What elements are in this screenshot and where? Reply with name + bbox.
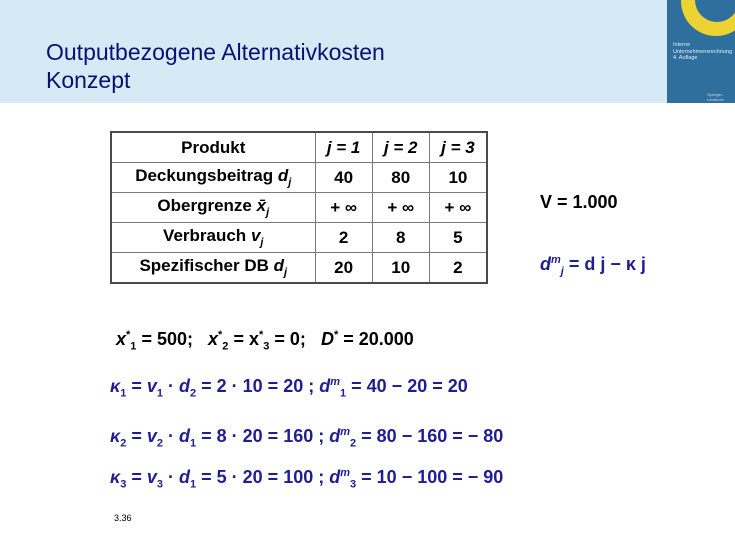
x1-sub: 1 xyxy=(130,340,137,353)
row-var: d xyxy=(273,256,285,276)
formula-d: d xyxy=(540,254,551,274)
kappa-calc: = 8 · 20 = 160 ; xyxy=(201,426,330,446)
cover-title xyxy=(673,42,732,62)
x23-value: = 0; xyxy=(274,329,306,349)
dm-sup: m xyxy=(340,467,351,479)
row-label-text: Spezifischer DB xyxy=(139,256,269,276)
dm-sub: 2 xyxy=(350,437,357,450)
kappa: κ xyxy=(110,376,121,396)
d-var: d xyxy=(179,467,190,487)
dot: · xyxy=(167,467,174,487)
header-cell-j1: j = 1 xyxy=(315,132,372,163)
dot: · xyxy=(167,426,174,446)
row-label xyxy=(111,223,315,253)
d-var: d xyxy=(179,376,190,396)
dot: · xyxy=(167,376,174,396)
page-number: 3.36 xyxy=(114,513,132,523)
d-sub: 2 xyxy=(190,387,197,400)
v-var: v xyxy=(146,426,157,446)
kappa-equation-2: $\kappa_2 = v_2 \cdot d_1 = 8 \cdot 20 = 160$ ; $d^m_2 = 80 - 160$ = − 80 xyxy=(110,426,504,450)
dm-var: d xyxy=(329,467,341,487)
dm-calc: = 40 − 20 = 20 xyxy=(351,376,468,396)
dm-sup: m xyxy=(340,426,351,438)
x2-var: x xyxy=(208,329,219,349)
header-cell-product: Produkt xyxy=(111,132,315,163)
row-var-sub: j xyxy=(266,206,270,219)
kappa-sub: 3 xyxy=(120,478,127,491)
d-total-var: D xyxy=(320,329,334,349)
table-cell: + ∞ xyxy=(315,193,372,223)
kappa-equation-3: $\kappa_3 = v_3 \cdot d_1 = 5 \cdot 20 = 100$ ; $d^m_3 = 10 - 100$ = − 90 xyxy=(110,467,504,491)
dm-sup: m xyxy=(330,376,340,388)
row-label xyxy=(111,163,315,193)
table-cell: + ∞ xyxy=(372,193,429,223)
table-row xyxy=(111,163,487,193)
formula-sup-m: m xyxy=(551,254,561,266)
book-cover-image xyxy=(667,0,735,103)
table-row xyxy=(111,253,487,284)
d-var: d xyxy=(179,426,190,446)
dm-calc: = 80 − 160 = − 80 xyxy=(361,426,504,446)
d-sub: 1 xyxy=(190,437,197,450)
kappa-equation-1: $\kappa_1 = v_1 \cdot d_2 = 2 \cdot 10 = 20$ ; $d^m_1 = 40 - 20 = 20$ xyxy=(110,376,468,400)
optimal-solution xyxy=(116,329,414,353)
table-cell: 40 xyxy=(315,163,372,193)
cover-publisher: Springer-Lehrbuch xyxy=(707,92,724,102)
table-cell: 2 xyxy=(315,223,372,253)
x1-var: x xyxy=(116,329,127,349)
row-label-text: Verbrauch xyxy=(163,226,247,246)
product-table xyxy=(110,131,488,284)
dm-sub: 1 xyxy=(340,387,347,400)
row-label xyxy=(111,253,315,284)
row-var-sub: j xyxy=(288,176,292,189)
v-var: v xyxy=(146,376,157,396)
v-sub: 3 xyxy=(156,478,163,491)
cover-edition: 4. Auflage xyxy=(673,55,698,61)
header-cell-j2: j = 2 xyxy=(372,132,429,163)
table-header-row xyxy=(111,132,487,163)
slide-title: Outputbezogene Alternativkosten Konzept xyxy=(46,39,385,93)
kappa-calc: = 2 · 10 = 20 ; xyxy=(201,376,320,396)
table-cell: 80 xyxy=(372,163,429,193)
d-total-value: = 20.000 xyxy=(343,329,414,349)
row-var: x̄ xyxy=(256,196,267,216)
table-cell: 10 xyxy=(429,163,487,193)
x1-value: = 500; xyxy=(141,329,193,349)
x2-sub: 2 xyxy=(222,340,229,353)
v-var: v xyxy=(146,467,157,487)
row-var-sub: j xyxy=(260,236,264,249)
x3-sub: 3 xyxy=(263,340,270,353)
table-cell: 20 xyxy=(315,253,372,284)
row-var: v xyxy=(250,226,261,246)
kappa-sub: 2 xyxy=(120,437,127,450)
star: * xyxy=(126,329,131,341)
kappa: κ xyxy=(110,426,121,446)
x3-var: = x xyxy=(233,329,259,349)
row-label-text: Obergrenze xyxy=(157,196,252,216)
cover-title-text: Interne Unternehmensrechnung xyxy=(673,42,733,55)
row-label xyxy=(111,193,315,223)
table-cell: 2 xyxy=(429,253,487,284)
d-sub: 1 xyxy=(190,478,197,491)
star: * xyxy=(258,329,264,341)
v-sub: 2 xyxy=(156,437,163,450)
dm-calc: = 10 − 100 = − 90 xyxy=(361,467,504,487)
kappa: κ xyxy=(110,467,121,487)
table-row xyxy=(111,193,487,223)
table-cell: 5 xyxy=(429,223,487,253)
kappa-sub: 1 xyxy=(120,387,127,400)
table-cell: 10 xyxy=(372,253,429,284)
table-row xyxy=(111,223,487,253)
table-cell: 8 xyxy=(372,223,429,253)
star: * xyxy=(333,329,339,341)
formula-sub-j: j xyxy=(560,265,564,278)
capacity-formula: V = 1.000 xyxy=(540,192,618,212)
table-cell: + ∞ xyxy=(429,193,487,223)
marginal-db-formula xyxy=(540,254,646,278)
v-sub: 1 xyxy=(156,387,163,400)
slide-header xyxy=(0,0,735,103)
dm-sub: 3 xyxy=(350,478,357,491)
formula-rhs: = d j − κ j xyxy=(568,254,646,274)
row-var-sub: j xyxy=(284,266,288,279)
row-label-text: Deckungsbeitrag xyxy=(135,166,274,186)
header-cell-j3: j = 3 xyxy=(429,132,487,163)
dm-var: d xyxy=(319,376,331,396)
star: * xyxy=(218,329,223,341)
row-var: d xyxy=(277,166,289,186)
kappa-calc: = 5 · 20 = 100 ; xyxy=(201,467,330,487)
dm-var: d xyxy=(329,426,341,446)
